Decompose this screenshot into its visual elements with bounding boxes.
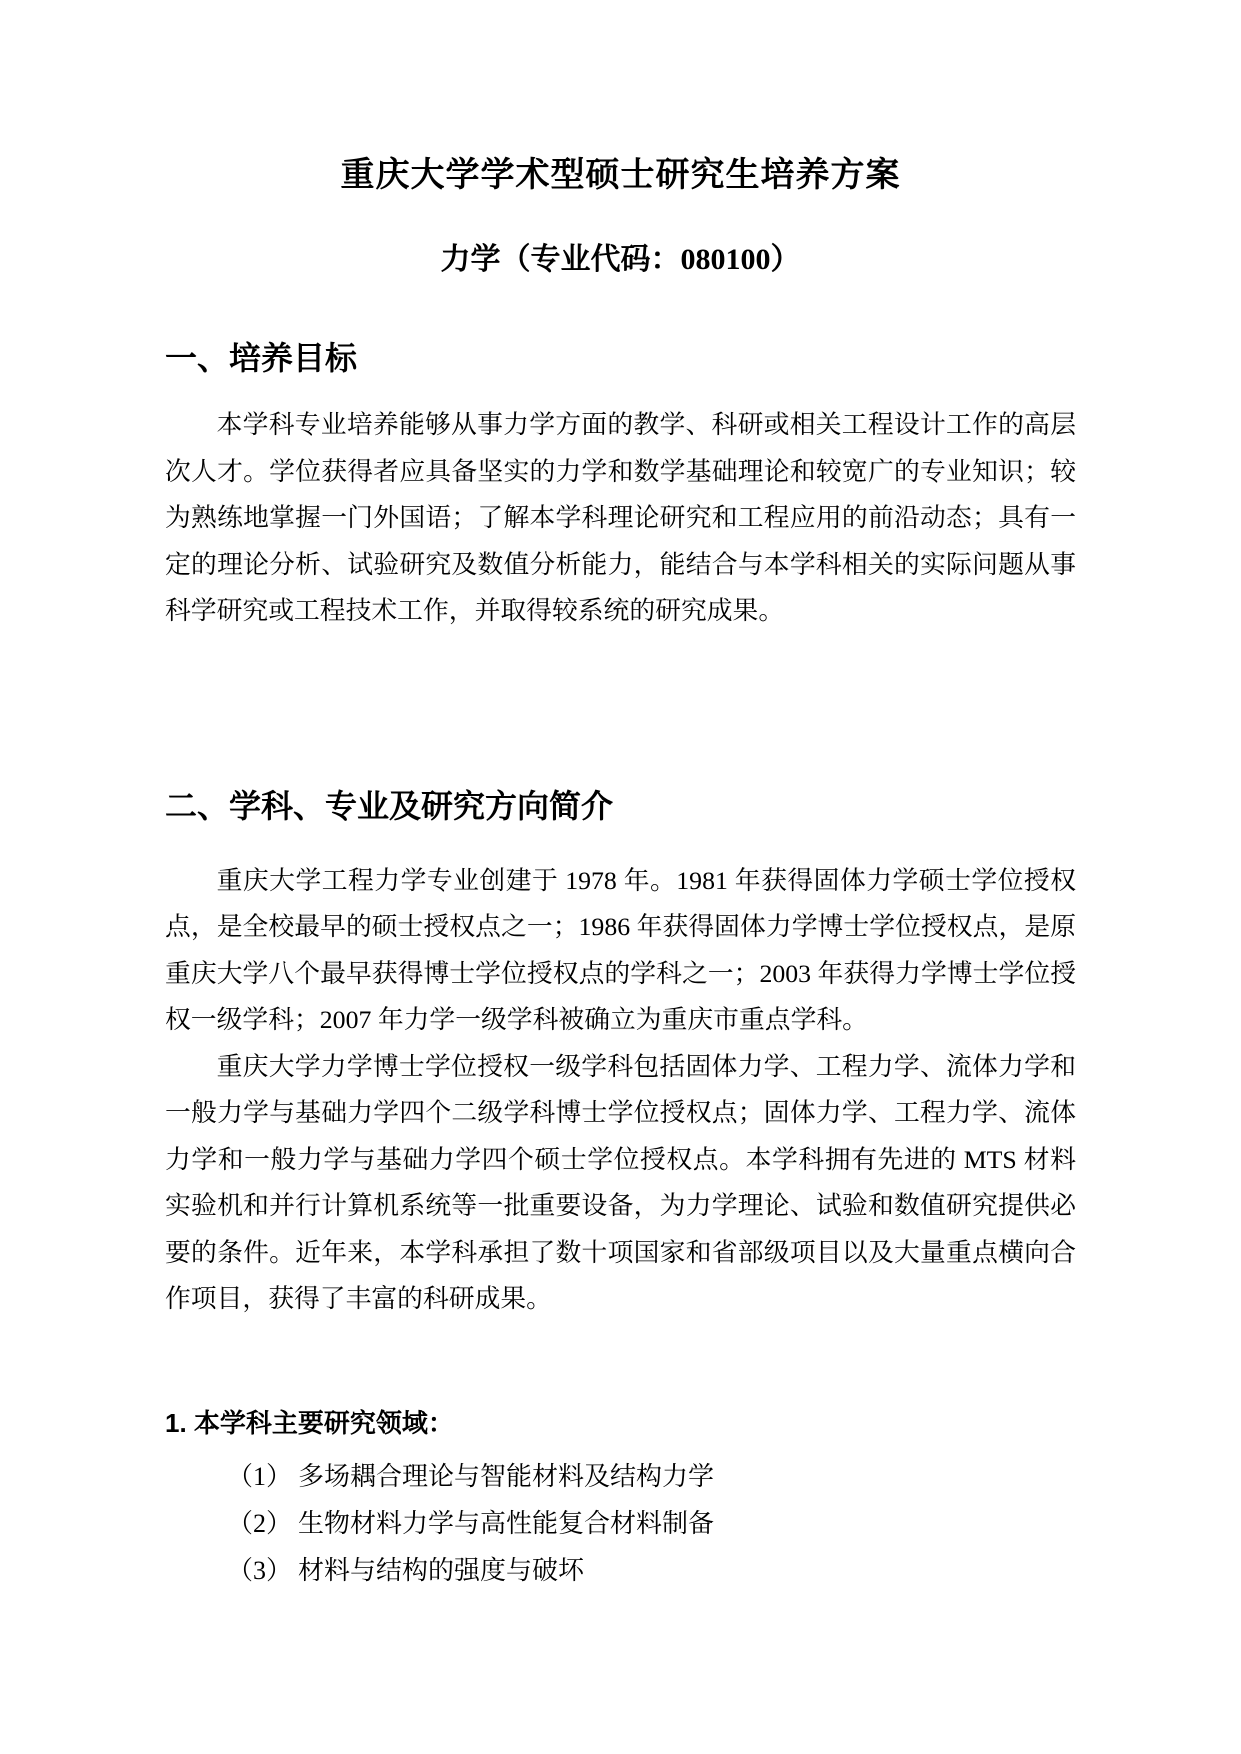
list-item	[165, 1547, 1076, 1594]
paragraph-discipline-programs: 重庆大学力学博士学位授权一级学科包括固体力学、工程力学、流体力学和一般力学与基础力学四个二级学科博士学位授权点；固体力学、工程力学、流体力学和一般力学与基础力学四个硕士学位授权点。本学科拥有先进的 MTS 材料实验机和并行计算机系统等一批重要设备，为力学理论、试验和数值研究提供必要的条件。近年来，本学科承担了数十项国家和省部级项目以及大量重点横向合作项目，获得了丰富的科研成果。	[165, 1051, 1076, 1313]
list-item-marker: （1）	[227, 1461, 293, 1491]
section-heading-discipline-intro: 二、学科、专业及研究方向简介	[165, 787, 614, 824]
page-subtitle: 力学（专业代码：080100）	[440, 243, 801, 276]
research-areas-heading: 1. 本学科主要研究领域：	[165, 1407, 454, 1438]
page-title: 重庆大学学术型硕士研究生培养方案	[340, 157, 901, 194]
list-item	[165, 1453, 1076, 1500]
list-item-marker: （3）	[227, 1555, 293, 1585]
list-item-marker: （2）	[227, 1508, 293, 1538]
list-item	[165, 1500, 1076, 1547]
list-item-text: 材料与结构的强度与破坏	[298, 1555, 585, 1585]
list-item-text: 生物材料力学与高性能复合材料制备	[298, 1508, 715, 1538]
section-heading-training-objectives: 一、培养目标	[165, 340, 358, 376]
list-item-text: 多场耦合理论与智能材料及结构力学	[298, 1461, 715, 1491]
research-areas-list	[165, 1453, 1076, 1594]
paragraph-discipline-history: 重庆大学工程力学专业创建于 1978 年。1981 年获得固体力学硕士学位授权点，是全校最早的硕士授权点之一；1986 年获得固体力学博士学位授权点，是原重庆大学八个最早获得博士学位授权点的学科之一；2003 年获得力学博士学位授权一级学科；2007 年力学一级学科被确立为重庆市重点学科。	[165, 865, 1076, 1034]
paragraph-training-objectives: 本学科专业培养能够从事力学方面的教学、科研或相关工程设计工作的高层次人才。学位获得者应具备坚实的力学和数学基础理论和较宽广的专业知识；较为熟练地掌握一门外国语；了解本学科理论研究和工程应用的前沿动态；具有一定的理论分析、试验研究及数值分析能力，能结合与本学科相关的实际问题从事科学研究或工程技术工作，并取得较系统的研究成果。	[165, 410, 1076, 625]
